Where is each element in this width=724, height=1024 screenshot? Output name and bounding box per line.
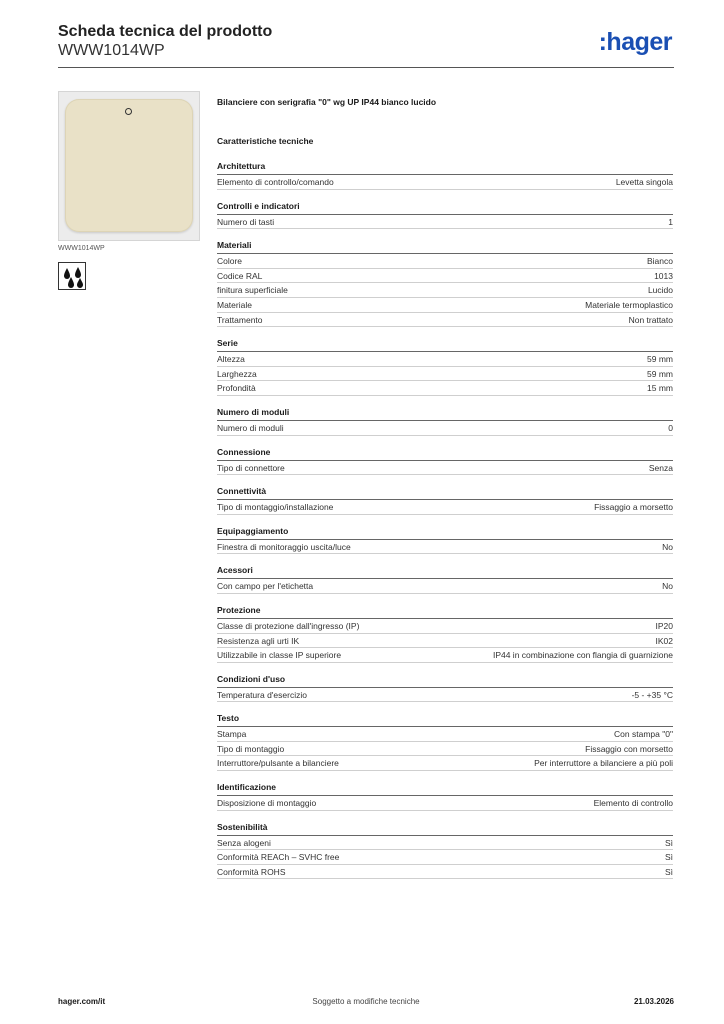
spec-label: Interruttore/pulsante a bilanciere [217,758,339,769]
spec-group-title: Sostenibilità [217,820,673,836]
spec-label: Con campo per l'etichetta [217,581,314,592]
spec-group-title: Architettura [217,159,673,175]
spec-row [217,352,673,367]
spec-label: Finestra di monitoraggio uscita/luce [217,541,351,552]
spec-group-title: Connettività [217,484,673,500]
spec-value: 1013 [654,270,673,281]
spec-sheet [217,96,673,888]
water-drops-icon [58,262,86,290]
spec-label: Altezza [217,354,245,365]
spec-row [217,381,673,396]
spec-row [217,421,673,436]
spec-row [217,865,673,880]
spec-value: -5 - +35 °C [631,689,673,700]
spec-label: Trattamento [217,314,263,325]
spec-label: finitura superficiale [217,285,288,296]
spec-value: Lucido [647,285,673,296]
spec-row [217,298,673,313]
spec-group-title: Identificazione [217,780,673,796]
spec-label: Numero di moduli [217,422,284,433]
spec-row [217,648,673,663]
footer-date: 21.03.2026 [633,997,674,1006]
spec-group-title: Acessori [217,563,673,579]
spec-label: Elemento di controllo/comando [217,177,334,187]
characteristics-title: Caratteristiche tecniche [217,136,314,146]
spec-value: 59 mm [647,354,673,365]
spec-value: 15 mm [647,383,673,394]
header [58,22,674,66]
spec-label: Stampa [217,729,247,740]
spec-value: Sì [664,866,673,877]
spec-value: Fissaggio a morsetto [594,502,673,513]
footer [58,997,674,1011]
spec-label: Utilizzabile in classe IP superiore [217,650,342,661]
spec-row [217,634,673,649]
spec-label: Tipo di montaggio/installazione [217,502,334,513]
spec-value: Senza [648,462,673,473]
indicator-dot [125,108,132,115]
spec-row [217,836,673,851]
spec-label: Senza alogeni [217,837,271,848]
spec-value: IP20 [655,620,673,631]
spec-label: Temperatura d'esercizio [217,689,307,700]
spec-row [217,688,673,703]
spec-group [217,445,673,476]
spec-group [217,484,673,515]
spec-row [217,619,673,634]
spec-value: IK02 [655,635,673,646]
spec-row [217,175,673,190]
spec-group [217,199,673,230]
spec-value: 0 [668,422,673,433]
spec-row [217,727,673,742]
spec-value: Bianco [647,256,673,267]
spec-value: IP44 in combinazione con flangia di guarnizione [492,650,673,661]
spec-value: Elemento di controllo [593,798,673,809]
spec-value: 59 mm [647,368,673,379]
spec-group [217,563,673,594]
spec-group-title: Controlli e indicatori [217,199,673,215]
spec-group-title: Protezione [217,603,673,619]
page-title: Scheda tecnica del prodotto [58,23,273,40]
spec-group-title: Testo [217,711,673,727]
spec-group [217,780,673,811]
spec-group [217,672,673,703]
spec-label: Tipo di connettore [217,462,285,473]
spec-group-title: Connessione [217,445,673,461]
spec-label: Larghezza [217,368,257,379]
spec-row [217,540,673,555]
spec-group [217,159,673,190]
spec-value: No [662,581,673,592]
spec-group [217,603,673,663]
spec-value: Levetta singola [615,177,673,187]
image-caption: WWW1014WP [58,245,105,252]
spec-label: Classe di protezione dall'ingresso (IP) [217,620,360,631]
spec-group [217,405,673,436]
spec-label: Disposizione di montaggio [217,798,317,809]
product-description: Bilanciere con serigrafia "0" wg UP IP44 bianco lucido [217,97,437,107]
footer-website: hager.com/it [58,997,106,1006]
spec-value: Fissaggio con morsetto [585,743,673,754]
spec-row [217,367,673,382]
spec-label: Codice RAL [217,270,263,281]
spec-row [217,313,673,328]
spec-row [217,756,673,771]
spec-group-title: Equipaggiamento [217,524,673,540]
spec-label: Profondità [217,383,256,394]
header-divider [58,67,674,68]
spec-group-title: Serie [217,336,673,352]
spec-group-title: Numero di moduli [217,405,673,421]
spec-row [217,742,673,757]
spec-row [217,500,673,515]
rocker-plate [65,99,193,232]
spec-value: Non trattato [628,314,673,325]
product-code: WWW1014WP [58,42,165,59]
spec-label: Colore [217,256,243,267]
spec-label: Materiale [217,299,252,310]
spec-row [217,254,673,269]
spec-label: Resistenza agli urti IK [217,635,300,646]
spec-row [217,796,673,811]
spec-row [217,850,673,865]
spec-row [217,215,673,230]
footer-notice: Soggetto a modifiche tecniche [312,997,420,1006]
spec-label: Tipo di montaggio [217,743,285,754]
hager-logo: :hager [598,28,672,56]
spec-label: Conformità ROHS [217,866,286,877]
spec-label: Numero di tasti [217,216,275,227]
spec-value: Con stampa "0" [614,729,673,740]
spec-value: Sì [664,837,673,848]
spec-row [217,461,673,476]
spec-label: Conformità REACh – SVHC free [217,852,340,863]
spec-group-title: Materiali [217,238,673,254]
spec-row [217,579,673,594]
spec-row [217,283,673,298]
spec-value: No [662,541,673,552]
spec-group-title: Condizioni d'uso [217,672,673,688]
spec-value: 1 [668,216,673,227]
spec-groups [217,159,673,879]
spec-value: Sì [664,852,673,863]
product-image [58,91,200,241]
spec-value: Per interruttore a bilanciere a più poli [534,758,673,769]
spec-group [217,238,673,327]
spec-value: Materiale termoplastico [585,299,673,310]
spec-group [217,711,673,771]
spec-group [217,336,673,396]
spec-group [217,524,673,555]
spec-group [217,820,673,880]
spec-row [217,269,673,284]
